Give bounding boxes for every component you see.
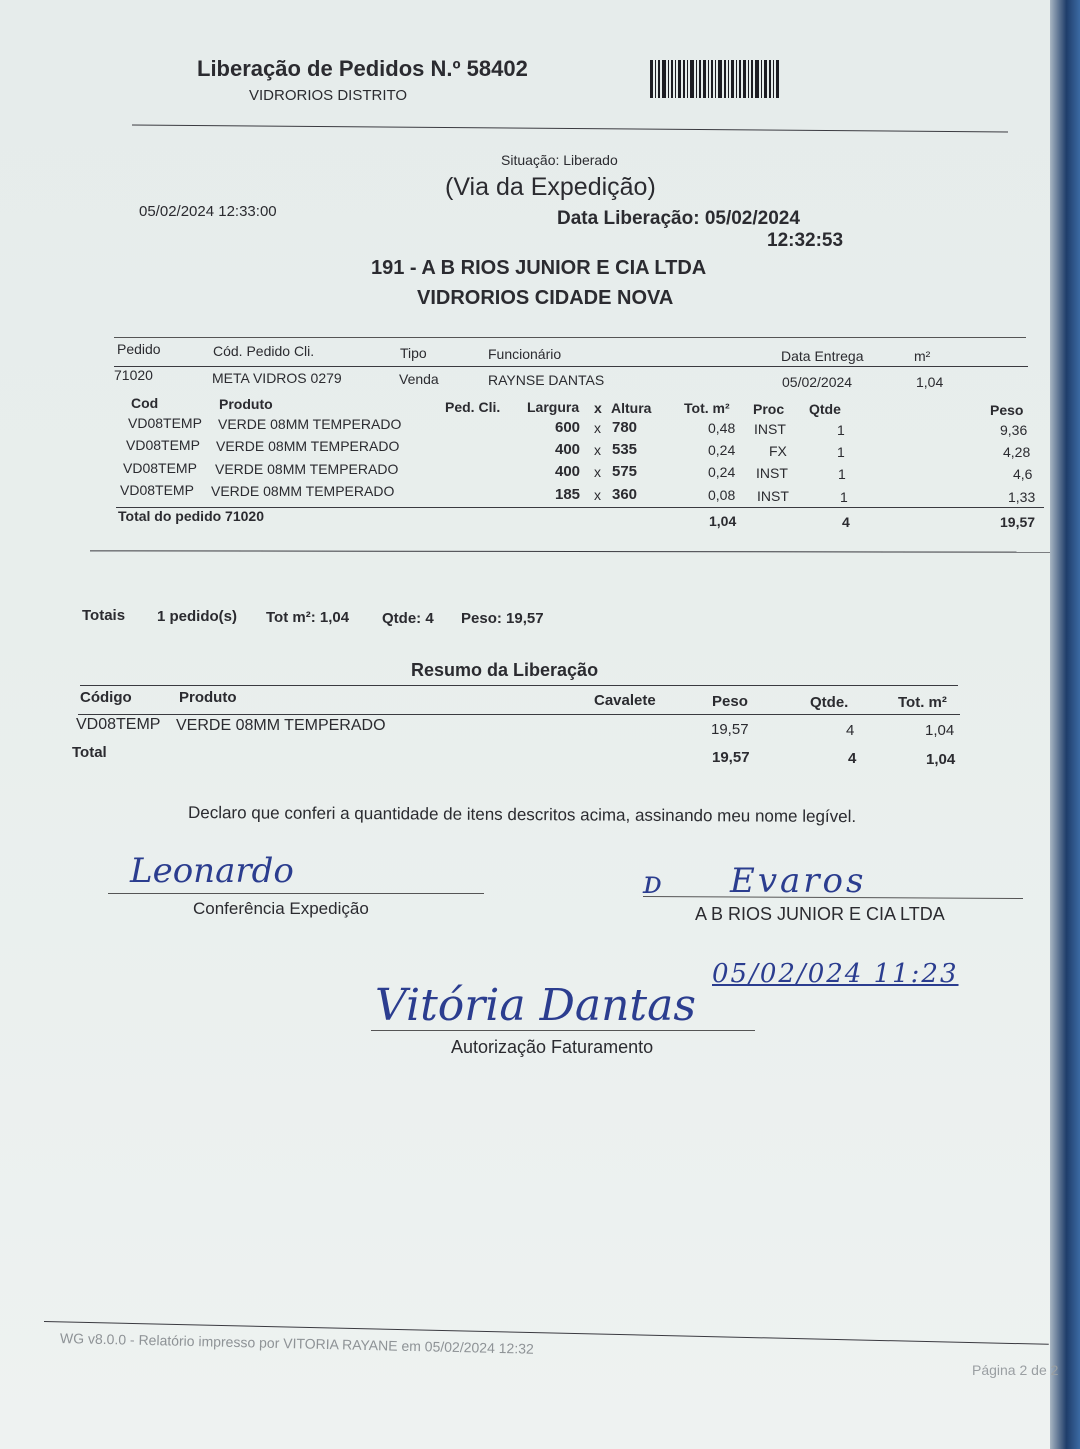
signature-conferencia: Leonardo (130, 851, 294, 891)
signature-label-cliente: A B RIOS JUNIOR E CIA LTDA (695, 904, 945, 924)
item-peso: 4,6 (1013, 466, 1033, 482)
release-date: Data Liberação: 05/02/2024 (557, 208, 800, 229)
item-col-proc: Proc (753, 401, 785, 417)
order-total-qtde: 4 (842, 514, 850, 530)
order-employee: RAYNSE DANTAS (488, 372, 605, 388)
item-col-peso: Peso (990, 402, 1024, 418)
summary-total-peso: 19,57 (712, 749, 750, 766)
summary-produto: VERDE 08MM TEMPERADO (176, 717, 386, 734)
item-qtde: 1 (840, 489, 848, 505)
item-qtde: 1 (837, 422, 845, 438)
item-cod: VD08TEMP (126, 437, 200, 453)
item-largura: 185 (555, 486, 581, 503)
summary-total-qtde: 4 (848, 750, 857, 767)
item-col-tot-m2: Tot. m² (684, 400, 730, 416)
item-tot-m2: 0,48 (708, 420, 736, 436)
handwritten-date: 05/02/024 11:23 (712, 959, 959, 989)
item-altura: 535 (612, 441, 638, 458)
summary-tot-m2: 1,04 (925, 722, 955, 739)
item-largura: 600 (555, 419, 581, 436)
signature-label-conferencia: Conferência Expedição (193, 899, 369, 918)
totals-m2: Tot m²: 1,04 (266, 609, 350, 626)
order-m2: 1,04 (916, 374, 944, 390)
document-title: Liberação de Pedidos N.º 58402 (197, 56, 528, 81)
declaration-text: Declaro que conferi a quantidade de itens descritos acima, assinando meu nome legível. (187, 803, 857, 827)
release-time: 12:32:53 (767, 230, 844, 251)
item-col-altura: Altura (611, 400, 652, 416)
item-largura: 400 (555, 463, 581, 480)
item-altura: 360 (612, 486, 638, 503)
item-cod: VD08TEMP (123, 460, 197, 476)
col-cod-cli: Cód. Pedido Cli. (213, 343, 315, 359)
divider (114, 366, 1028, 367)
item-altura: 575 (612, 463, 638, 480)
item-peso: 4,28 (1003, 444, 1031, 460)
client-name: 191 - A B RIOS JUNIOR E CIA LTDA (371, 257, 707, 279)
divider (90, 550, 1050, 552)
item-col-qtde: Qtde (809, 401, 841, 417)
signature-label-autorizacao: Autorização Faturamento (451, 1037, 654, 1057)
item-qtde: 1 (837, 444, 845, 460)
signature-mark: ᴅ (643, 863, 662, 901)
status-text: Situação: Liberado (501, 152, 618, 168)
client-subtitle: VIDRORIOS CIDADE NOVA (417, 287, 674, 309)
item-produto: VERDE 08MM TEMPERADO (218, 416, 402, 432)
summary-title: Resumo da Liberação (411, 660, 599, 680)
totals-qtde: Qtde: 4 (382, 610, 434, 627)
divider (80, 685, 958, 686)
item-qtde: 1 (838, 466, 846, 482)
item-peso: 9,36 (1000, 422, 1028, 438)
summary-col-tot-m2: Tot. m² (898, 694, 947, 711)
page-number: Página 2 de 2 (972, 1362, 1059, 1378)
col-funcionario: Funcionário (488, 346, 562, 362)
item-col-ped-cli: Ped. Cli. (445, 399, 501, 415)
item-produto: VERDE 08MM TEMPERADO (215, 461, 399, 477)
signature-line (108, 893, 484, 894)
order-client-code: META VIDROS 0279 (212, 370, 342, 386)
order-delivery-date: 05/02/2024 (782, 374, 853, 390)
totals-label: Totais (82, 607, 126, 624)
summary-col-cavalete: Cavalete (594, 692, 656, 709)
item-x: x (594, 487, 601, 503)
signature-line (371, 1030, 755, 1031)
summary-total-m2: 1,04 (926, 751, 956, 768)
item-proc: INST (756, 465, 788, 481)
item-col-x: x (594, 400, 602, 416)
totals-orders: 1 pedido(s) (157, 608, 238, 625)
footer-print-info: WG v8.0.0 - Relatório impresso por VITORIA RAYANE em 05/02/2024 12:32 (59, 1330, 534, 1357)
item-cod: VD08TEMP (120, 482, 194, 498)
barcode (650, 60, 802, 98)
company-name: VIDRORIOS DISTRITO (249, 87, 408, 104)
order-type: Venda (399, 371, 439, 387)
signature-autorizacao: Vitória Dantas (375, 980, 696, 1031)
item-largura: 400 (555, 441, 581, 458)
item-produto: VERDE 08MM TEMPERADO (216, 438, 400, 454)
print-datetime: 05/02/2024 12:33:00 (139, 203, 277, 220)
divider (78, 714, 960, 715)
item-x: x (594, 464, 601, 480)
totals-weight: Peso: 19,57 (461, 610, 544, 627)
item-tot-m2: 0,24 (708, 442, 736, 458)
item-proc: INST (757, 488, 789, 504)
item-altura: 780 (612, 419, 638, 436)
summary-peso: 19,57 (711, 721, 749, 738)
summary-col-codigo: Código (80, 689, 132, 706)
item-x: x (594, 420, 601, 436)
summary-col-peso: Peso (712, 693, 748, 710)
item-proc: INST (754, 421, 786, 437)
col-pedido: Pedido (117, 341, 161, 357)
item-tot-m2: 0,24 (708, 464, 736, 480)
order-number: 71020 (114, 367, 153, 383)
col-data-entrega: Data Entrega (781, 348, 864, 364)
summary-qtde: 4 (846, 722, 855, 739)
background-surface (1046, 0, 1080, 1449)
divider (132, 125, 1008, 133)
order-total-label: Total do pedido 71020 (118, 508, 264, 524)
item-x: x (594, 442, 601, 458)
copy-type: (Via da Expedição) (445, 173, 656, 201)
summary-col-qtde: Qtde. (810, 694, 849, 711)
col-tipo: Tipo (400, 345, 427, 361)
summary-total-label: Total (72, 744, 107, 761)
summary-codigo: VD08TEMP (76, 716, 161, 733)
order-total-m2: 1,04 (709, 513, 737, 529)
item-produto: VERDE 08MM TEMPERADO (211, 483, 395, 499)
divider (114, 337, 1026, 338)
item-col-produto: Produto (219, 396, 273, 412)
col-m2: m² (914, 348, 931, 364)
item-cod: VD08TEMP (128, 415, 202, 431)
item-col-cod: Cod (131, 395, 159, 411)
item-col-largura: Largura (527, 399, 580, 415)
order-total-peso: 19,57 (1000, 514, 1036, 530)
item-peso: 1,33 (1008, 489, 1036, 505)
item-proc: FX (769, 443, 787, 459)
item-tot-m2: 0,08 (708, 487, 736, 503)
summary-col-produto: Produto (179, 689, 237, 706)
signature-cliente: Evaros (730, 861, 867, 901)
